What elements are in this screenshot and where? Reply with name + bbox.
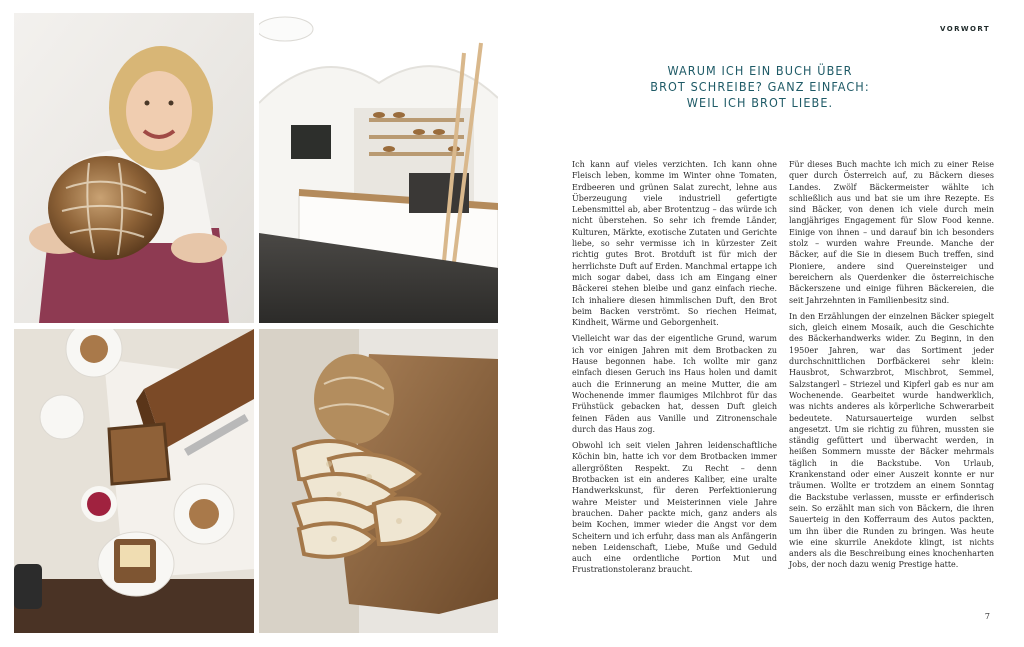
headline-line: BROT SCHREIBE? GANZ EINFACH:	[650, 79, 870, 94]
photo-sliced-bread-board	[259, 329, 498, 633]
text-column-left	[572, 159, 777, 581]
photo-woman-with-bread	[14, 13, 254, 323]
paragraph: Für dieses Buch machte ich mich zu einer Reise quer durch Österreich auf, zu Bäckern dieses Landes. Zwölf Bäckermeister wählte ich schließlich aus und bat sie um ihre Rezepte. Es sind Bäcker, von denen ich viele durch mein langjähriges Engagement für Slow Food kenne. Einige von ihnen – und darauf bin ich besonders stolz – wurden wahre Freunde. Manche der Bäcker, auf die Sie in diesem Buch treffen, sind Pioniere, andere sind Quereinsteiger und bereichern als Querdenker die österreichische Bäckerszene und einige führen Bäckereien, die seit Jahrzehnten in Familienbesitz sind.	[789, 160, 994, 305]
photo-bakery-interior	[259, 13, 498, 323]
photo-breakfast-table	[14, 329, 254, 633]
page-number: 7	[984, 612, 990, 621]
headline-line: WARUM ICH EIN BUCH ÜBER	[667, 63, 853, 78]
paragraph: Obwohl ich seit vielen Jahren leidenschaftliche Köchin bin, hatte ich vor dem Brotbacken immer allergrößten Respekt. Zu Recht – denn Brotbacken ist ein anderes Kaliber, eine uralte Handwerkskunst, für deren Perfektionierung wahre Meister und Meisterinnen viele Jahre brauchen. Daher packte mich, ganz anders als beim Kochen, immer wieder die Angst vor dem Scheitern und ich erfuhr, dass man als Anfängerin neben Leidenschaft, Liebe, Muße und Geduld auch eine ordentliche Portion Mut und Frustrationstoleranz braucht.	[572, 441, 777, 575]
paragraph: Vielleicht war das der eigentliche Grund, warum ich vor einigen Jahren mit dem Brotbacken zu Hause begonnen habe. Ich wollte mir ganz einfach diesen Geruch ins Haus holen und damit auch die Erinnerung an meine Mutter, die am Wochenende immer flaumiges Milchbrot für das Frühstück gebacken hat, dessen Duft gleich feinen Fäden aus Vanille und Zitronenschale durch das Haus zog.	[572, 334, 777, 434]
section-kicker: VORWORT	[940, 25, 990, 33]
text-column-right	[789, 159, 994, 576]
paragraph: Ich kann auf vieles verzichten. Ich kann ohne Fleisch leben, komme im Winter ohne Tomaten, Erdbeeren und grünen Salat zurecht, lehne aus Überzeugung viele industriell gefertigte Lebensmittel ab, aber Brotentzug – das würde ich nicht überstehen. So sehr ich fremde Länder, Kulturen, Märkte, exotische Zutaten und Gerichte liebe, so sehr vermisse ich in kürzester Zeit richtig gutes Brot. Brotduft ist für mich der herrlichste Duft auf Erden. Manchmal ertappe ich mich sogar dabei, dass ich am Eingang einer Bäckerei stehen bleibe und ganz einfach rieche. Ich inhaliere diesen himmlischen Duft, den Brot beim Backen verströmt. So riechen Heimat, Kindheit, Wärme und Geborgenheit.	[572, 160, 777, 328]
paragraph: In den Erzählungen der einzelnen Bäcker spiegelt sich, gleich einem Mosaik, auch die Geschichte des Bäckerhandwerks wider. Zu Beginn, in den 1950er Jahren, war das Sortiment jeder durchschnittlichen Dorfbäckerei sehr klein: Hausbrot, Schwarzbrot, Mischbrot, Semmel, Salzstangerl – Striezel und Kipferl gab es nur am Wochenende. Gearbeitet wurde handwerklich, was nichts anderes als körperliche Schwerarbeit bedeutete. Natursauerteige wurden selbst angesetzt. Um sie richtig zu führen, mussten sie ständig gefüttert und überwacht werden, in heißen Sommern musste der Bäcker mehrmals täglich in die Backstube. Von Urlaub, Krankenstand oder einer Auszeit konnte er nur träumen. Wollte er trotzdem an einem Sonntag die Backstube verlassen, musste er erfinderisch sein. So erzählt man sich von Bäckern, die ihren Sauerteig in den Kofferraum des Autos packten, um ihn über die Runden zu bringen. Was heute wie eine skurrile Anekdote klingt, ist nichts anders als die Beschreibung eines knochenharten Jobs, der noch dazu wenig Prestige hatte.	[789, 311, 994, 570]
headline-line: WEIL ICH BROT LIEBE.	[686, 95, 834, 110]
page-headline	[560, 63, 960, 111]
